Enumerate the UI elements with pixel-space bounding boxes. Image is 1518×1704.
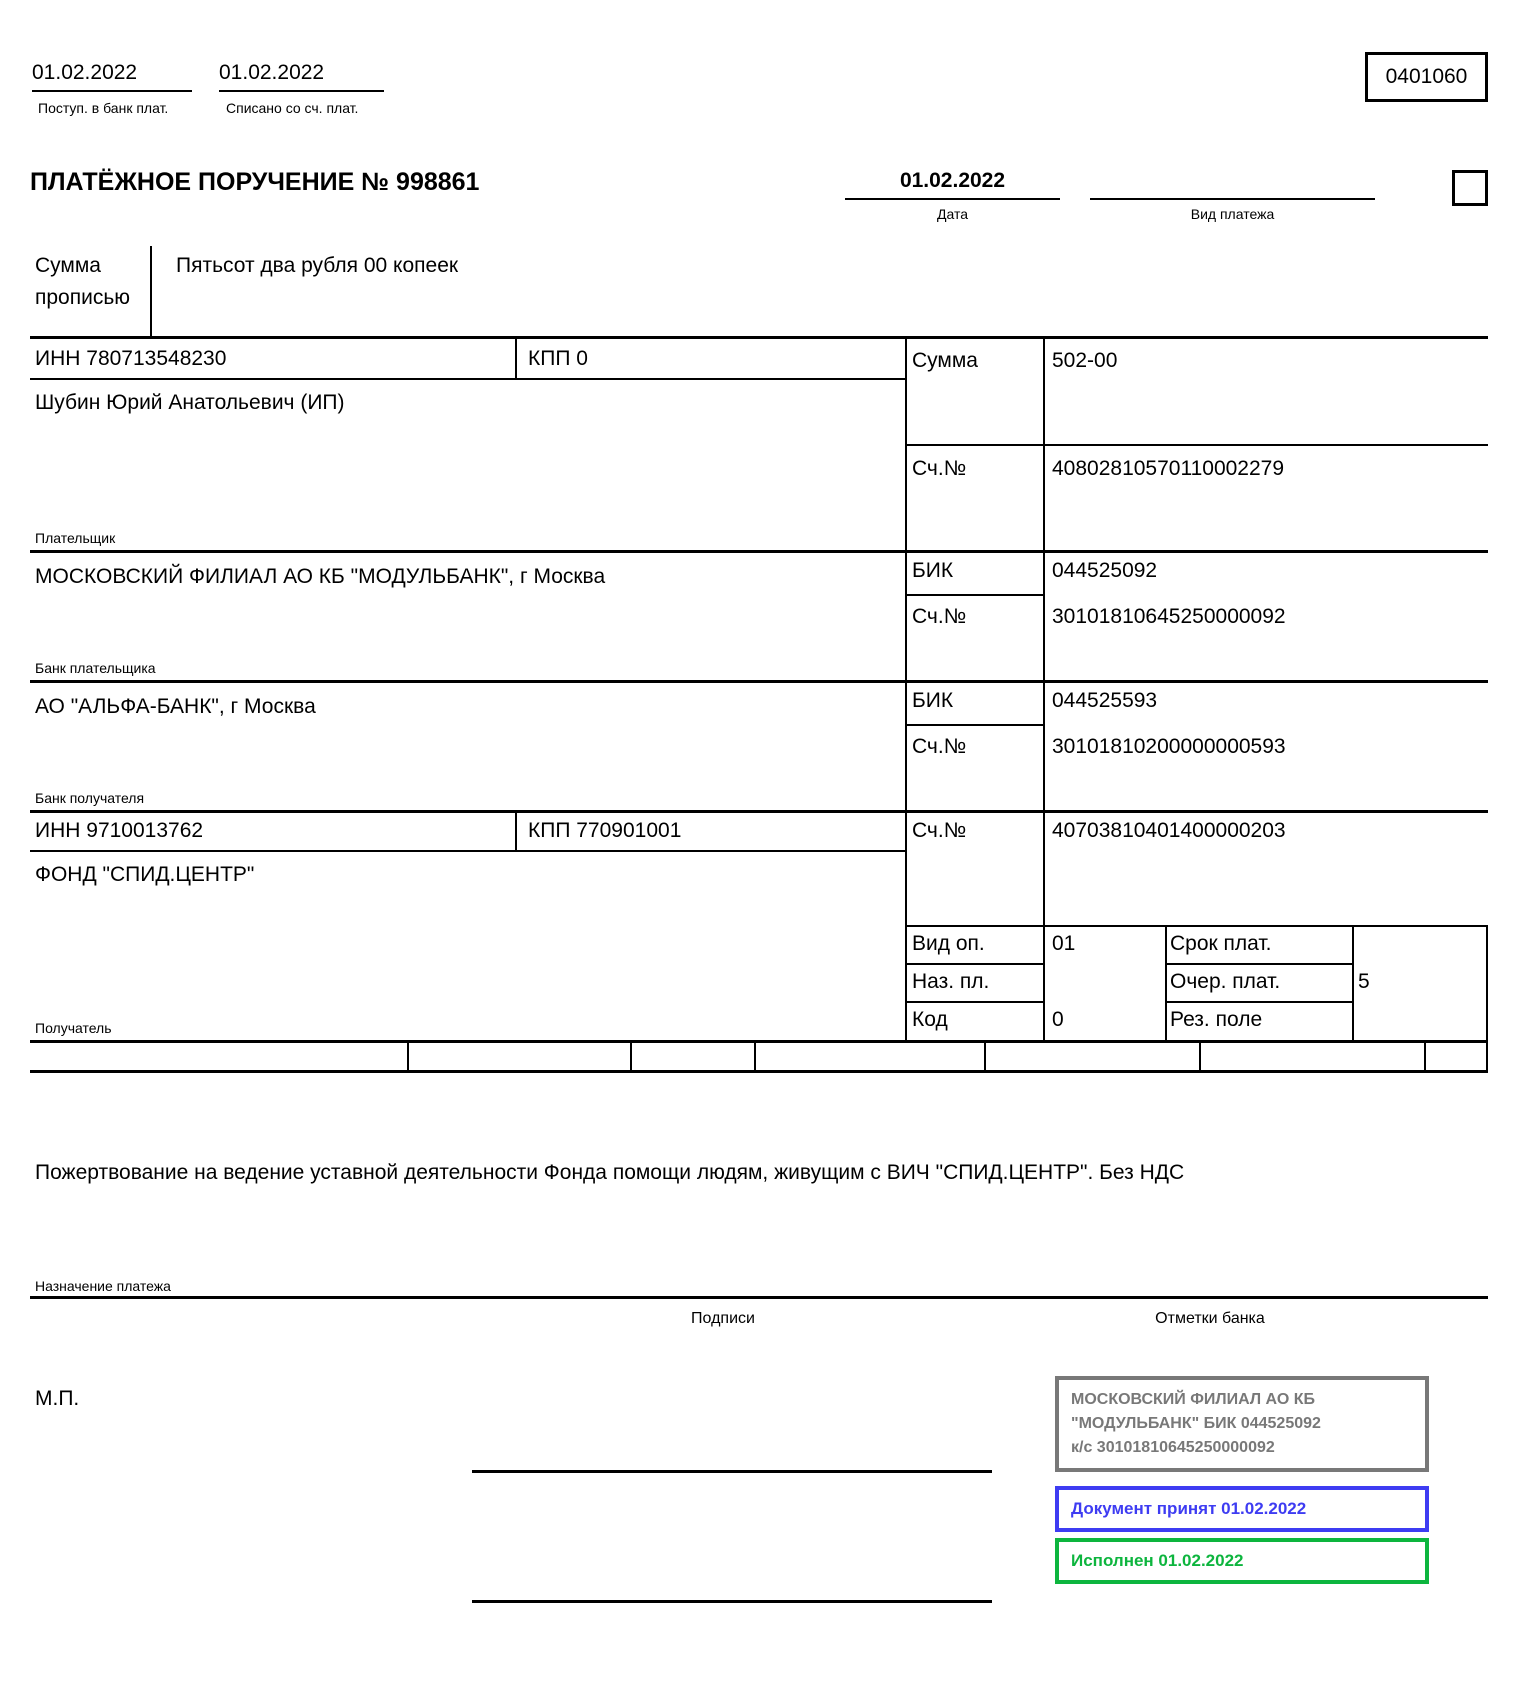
payer-account-label: Сч.№	[912, 457, 967, 480]
payee-bank-account-label: Сч.№	[912, 735, 967, 758]
code-value: 0	[1052, 1008, 1064, 1031]
priority-cell-line	[1165, 1001, 1352, 1003]
payee-kpp: КПП 770901001	[528, 819, 682, 842]
payment-type-label: Вид платежа	[1190, 206, 1275, 222]
amount-in-words-value: Пятьсот два рубля 00 копеек	[176, 254, 459, 277]
fields-grid-divider-2	[1352, 925, 1354, 1040]
amount-account-divider	[905, 444, 1488, 446]
payer-inn-row-line	[30, 378, 905, 380]
payee-inn-kpp-divider	[515, 810, 517, 850]
received-date-underline	[32, 90, 192, 92]
payment-purpose-code-label: Наз. пл.	[912, 970, 990, 993]
purpose-code-cell-line	[905, 1001, 1043, 1003]
empty-row-bottom-line	[30, 1070, 1488, 1073]
payment-term-label: Срок плат.	[1170, 932, 1272, 955]
payee-section-line	[30, 1040, 1488, 1043]
signatures-label: Подписи	[691, 1310, 755, 1327]
payee-section-label: Получатель	[35, 1020, 112, 1036]
payee-bank-name: АО "АЛЬФА-БАНК", г Москва	[35, 695, 316, 718]
empty-row-divider-2	[630, 1043, 632, 1070]
payer-name: Шубин Юрий Анатольевич (ИП)	[35, 391, 345, 414]
payment-type-underline	[1090, 198, 1375, 200]
amount-label: Сумма	[912, 349, 978, 372]
fields-grid-top-line	[905, 925, 1488, 927]
payment-type-checkbox	[1452, 170, 1488, 206]
payer-bank-bik-label: БИК	[912, 559, 954, 582]
payee-account-value: 40703810401400000203	[1052, 819, 1286, 842]
operation-type-value: 01	[1052, 932, 1076, 955]
payer-section-line	[30, 550, 1488, 553]
debited-from-account-label: Списано со сч. плат.	[226, 100, 359, 116]
form-code: 0401060	[1385, 65, 1468, 88]
bank-stamp-line3: к/с 30101810645250000092	[1071, 1439, 1275, 1456]
signature-line-2	[472, 1600, 992, 1603]
executed-stamp	[1055, 1538, 1429, 1584]
empty-row-right-edge	[1486, 1043, 1488, 1070]
bank-stamp-line1: МОСКОВСКИЙ ФИЛИАЛ АО КБ	[1071, 1391, 1316, 1408]
payer-inn: ИНН 780713548230	[35, 347, 227, 370]
payee-inn-row-line	[30, 850, 905, 852]
priority-value: 5	[1358, 970, 1370, 993]
date-underline	[845, 198, 1060, 200]
payer-kpp: КПП 0	[528, 347, 588, 370]
empty-row-divider-4	[984, 1043, 986, 1070]
executed-stamp-text: Исполнен 01.02.2022	[1071, 1551, 1244, 1570]
payer-bank-section-line	[30, 680, 1488, 683]
payee-bank-bik-divider	[905, 724, 1043, 726]
payee-bank-bik-value: 044525593	[1052, 689, 1158, 712]
payer-bank-section-label: Банк плательщика	[35, 660, 156, 676]
bank-stamp-box	[1055, 1376, 1429, 1472]
empty-row-divider-3	[754, 1043, 756, 1070]
accepted-stamp	[1055, 1486, 1429, 1532]
amount-value: 502-00	[1052, 349, 1118, 372]
payer-bank-bik-value: 044525092	[1052, 559, 1158, 582]
payer-bank-account-value: 30101810645250000092	[1052, 605, 1286, 628]
received-in-bank-label: Поступ. в банк плат.	[38, 100, 169, 116]
code-label: Код	[912, 1008, 948, 1031]
received-in-bank-date: 01.02.2022	[32, 61, 138, 84]
debited-date-underline	[219, 90, 384, 92]
payer-account-value: 40802810570110002279	[1052, 457, 1285, 480]
priority-label: Очер. плат.	[1170, 970, 1281, 993]
purpose-section-line	[30, 1296, 1488, 1299]
amount-words-label-line1: Сумма	[35, 254, 101, 277]
payee-bank-section-line	[30, 810, 1488, 813]
operation-type-label: Вид оп.	[912, 932, 985, 955]
payee-bank-account-value: 30101810200000000593	[1052, 735, 1286, 758]
signature-line-1	[472, 1470, 992, 1473]
document-date: 01.02.2022	[899, 169, 1006, 192]
payer-section-label: Плательщик	[35, 530, 116, 546]
amount-words-divider	[150, 246, 152, 336]
bank-stamp-line2: "МОДУЛЬБАНК" БИК 044525092	[1071, 1415, 1321, 1432]
payee-bank-section-label: Банк получателя	[35, 790, 145, 806]
payment-purpose-section-label: Назначение платежа	[35, 1278, 171, 1294]
date-label: Дата	[936, 206, 968, 222]
document-title: ПЛАТЁЖНОЕ ПОРУЧЕНИЕ № 998861	[30, 168, 480, 196]
empty-row-divider-5	[1199, 1043, 1201, 1070]
payer-bank-bik-divider	[905, 594, 1043, 596]
stamp-place-label: М.П.	[35, 1387, 80, 1410]
amount-words-label-line2: прописью	[35, 286, 131, 309]
payment-purpose-text: Пожертвование на ведение уставной деятельности Фонда помощи людям, живущим с ВИЧ "СПИД.ЦЕНТР". Без НДС	[35, 1161, 1185, 1184]
accepted-stamp-text: Документ принят 01.02.2022	[1071, 1499, 1307, 1518]
empty-row-divider-6	[1424, 1043, 1426, 1070]
bank-marks-label: Отметки банка	[1155, 1310, 1265, 1327]
fields-grid-right-edge	[1486, 925, 1488, 1040]
payer-inn-kpp-divider	[515, 336, 517, 380]
payer-bank-account-label: Сч.№	[912, 605, 967, 628]
payee-account-label: Сч.№	[912, 819, 967, 842]
reserve-field-label: Рез. поле	[1170, 1008, 1263, 1031]
payee-name: ФОНД "СПИД.ЦЕНТР"	[35, 863, 255, 886]
payee-inn: ИНН 9710013762	[35, 819, 204, 842]
fields-grid-divider-1	[1165, 925, 1167, 1040]
debited-from-account-date: 01.02.2022	[219, 61, 325, 84]
payer-bank-name: МОСКОВСКИЙ ФИЛИАЛ АО КБ "МОДУЛЬБАНК", г Москва	[35, 565, 606, 588]
empty-row-divider-1	[407, 1043, 409, 1070]
payment-term-cell-line	[1165, 963, 1352, 965]
form-code-box	[1365, 52, 1488, 102]
label-value-divider	[1043, 336, 1045, 1040]
table-top-line	[30, 336, 1488, 339]
op-type-cell-line	[905, 963, 1043, 965]
payee-bank-bik-label: БИК	[912, 689, 954, 712]
right-section-divider	[905, 336, 907, 1040]
